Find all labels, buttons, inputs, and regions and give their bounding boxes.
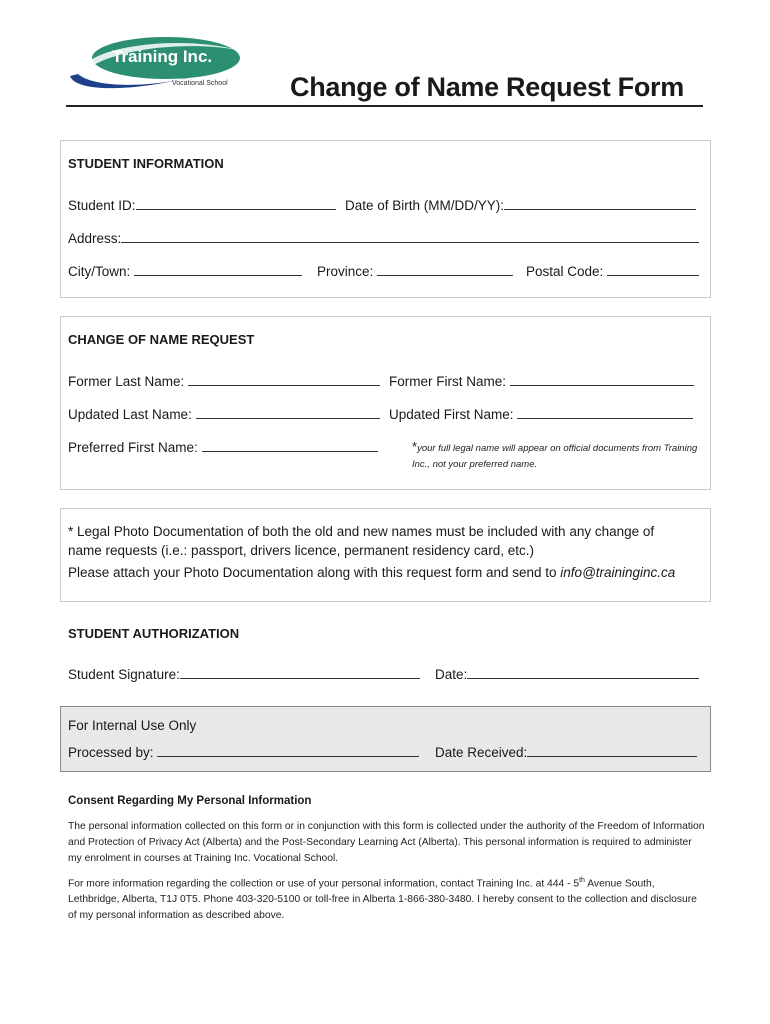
preferred-first-label: Preferred First Name: bbox=[68, 440, 198, 455]
province-field[interactable] bbox=[377, 263, 513, 276]
signature-label: Student Signature: bbox=[68, 667, 180, 682]
dob-label: Date of Birth (MM/DD/YY): bbox=[345, 198, 505, 213]
updated-first-field[interactable] bbox=[517, 406, 693, 419]
consent-heading: Consent Regarding My Personal Information bbox=[68, 795, 312, 807]
internal-use-heading: For Internal Use Only bbox=[68, 718, 197, 733]
postal-label: Postal Code: bbox=[526, 264, 604, 279]
dob-field[interactable] bbox=[504, 197, 696, 210]
updated-first-label: Updated First Name: bbox=[389, 407, 514, 422]
updated-last-row bbox=[68, 406, 380, 422]
former-last-field[interactable] bbox=[188, 373, 380, 386]
auth-date-row bbox=[435, 666, 699, 682]
title-divider bbox=[66, 105, 703, 107]
postal-row bbox=[526, 263, 699, 279]
logo-name: Training Inc. bbox=[112, 47, 213, 66]
student-id-field[interactable] bbox=[136, 197, 336, 210]
name-request-section bbox=[60, 316, 711, 490]
updated-last-label: Updated Last Name: bbox=[68, 407, 192, 422]
consent-paragraph-1: The personal information collected on this form or in conjunction with this form is collected under the authority of the Freedom of Information and Protection of Privacy Act (Alberta) and the Post-Secondary Learning Act (Alberta). This personal information is required to administer my enrolment in courses at Training Inc. Vocational School. bbox=[68, 821, 705, 864]
page-title: Change of Name Request Form bbox=[290, 72, 684, 102]
province-row bbox=[317, 263, 513, 279]
logo bbox=[66, 30, 246, 96]
auth-date-field[interactable] bbox=[467, 666, 699, 679]
preferred-first-field[interactable] bbox=[202, 439, 378, 452]
documentation-instruction bbox=[68, 565, 675, 580]
signature-row bbox=[68, 666, 420, 682]
date-received-row bbox=[435, 744, 697, 760]
former-first-label: Former First Name: bbox=[389, 374, 507, 389]
note-text: your full legal name will appear on official documents from Training Inc., not your preferred name. bbox=[412, 443, 698, 470]
consent-paragraph-2 bbox=[68, 873, 708, 924]
address-row bbox=[68, 230, 699, 246]
email-link[interactable]: info@traininginc.ca bbox=[560, 565, 676, 580]
former-last-label: Former Last Name: bbox=[68, 374, 185, 389]
former-first-row bbox=[389, 373, 694, 389]
province-label: Province: bbox=[317, 264, 374, 279]
documentation-section bbox=[60, 508, 711, 602]
processed-by-row bbox=[68, 744, 419, 760]
student-info-heading: STUDENT INFORMATION bbox=[68, 156, 224, 171]
note-asterisk: * bbox=[412, 439, 418, 454]
updated-last-field[interactable] bbox=[196, 406, 380, 419]
consent-superscript: th bbox=[579, 877, 585, 884]
postal-field[interactable] bbox=[607, 263, 699, 276]
city-label: City/Town: bbox=[68, 264, 131, 279]
date-received-field[interactable] bbox=[527, 744, 697, 757]
signature-field[interactable] bbox=[180, 666, 420, 679]
authorization-heading: STUDENT AUTHORIZATION bbox=[68, 626, 240, 641]
former-first-field[interactable] bbox=[510, 373, 694, 386]
dob-row bbox=[345, 197, 696, 213]
student-id-label: Student ID: bbox=[68, 198, 136, 213]
student-info-section bbox=[60, 140, 711, 298]
preferred-first-row bbox=[68, 439, 378, 455]
processed-by-label: Processed by: bbox=[68, 745, 154, 760]
date-received-label: Date Received: bbox=[435, 745, 528, 760]
logo-tagline: Vocational School bbox=[172, 80, 228, 87]
city-row bbox=[68, 263, 302, 279]
city-field[interactable] bbox=[134, 263, 302, 276]
consent-paragraph-2-start: For more information regarding the collection or use of your personal information, contact Training Inc. at 444 - 5 bbox=[68, 878, 580, 890]
name-request-heading: CHANGE OF NAME REQUEST bbox=[68, 332, 255, 347]
address-field[interactable] bbox=[121, 230, 699, 243]
consent-paragraph-2-end: Avenue South, Lethbridge, Alberta, T1J 0T5. Phone 403-320-5100 or toll-free in Alberta 1-866-380-3480. I hereby consent to the collection and disclosure of my personal information as described above. bbox=[68, 878, 697, 922]
auth-date-label: Date: bbox=[435, 667, 468, 682]
legal-name-note bbox=[412, 439, 702, 473]
documentation-requirement: * Legal Photo Documentation of both the old and new names must be included with any change of name requests (i.e.: passport, drivers licence, permanent residency card, etc.) bbox=[68, 524, 655, 558]
student-id-row bbox=[68, 197, 336, 213]
address-label: Address: bbox=[68, 231, 122, 246]
updated-first-row bbox=[389, 406, 693, 422]
internal-use-section bbox=[60, 706, 711, 772]
processed-by-field[interactable] bbox=[157, 744, 419, 757]
documentation-instruction-text: Please attach your Photo Documentation along with this request form and send to bbox=[68, 565, 561, 580]
former-last-row bbox=[68, 373, 380, 389]
